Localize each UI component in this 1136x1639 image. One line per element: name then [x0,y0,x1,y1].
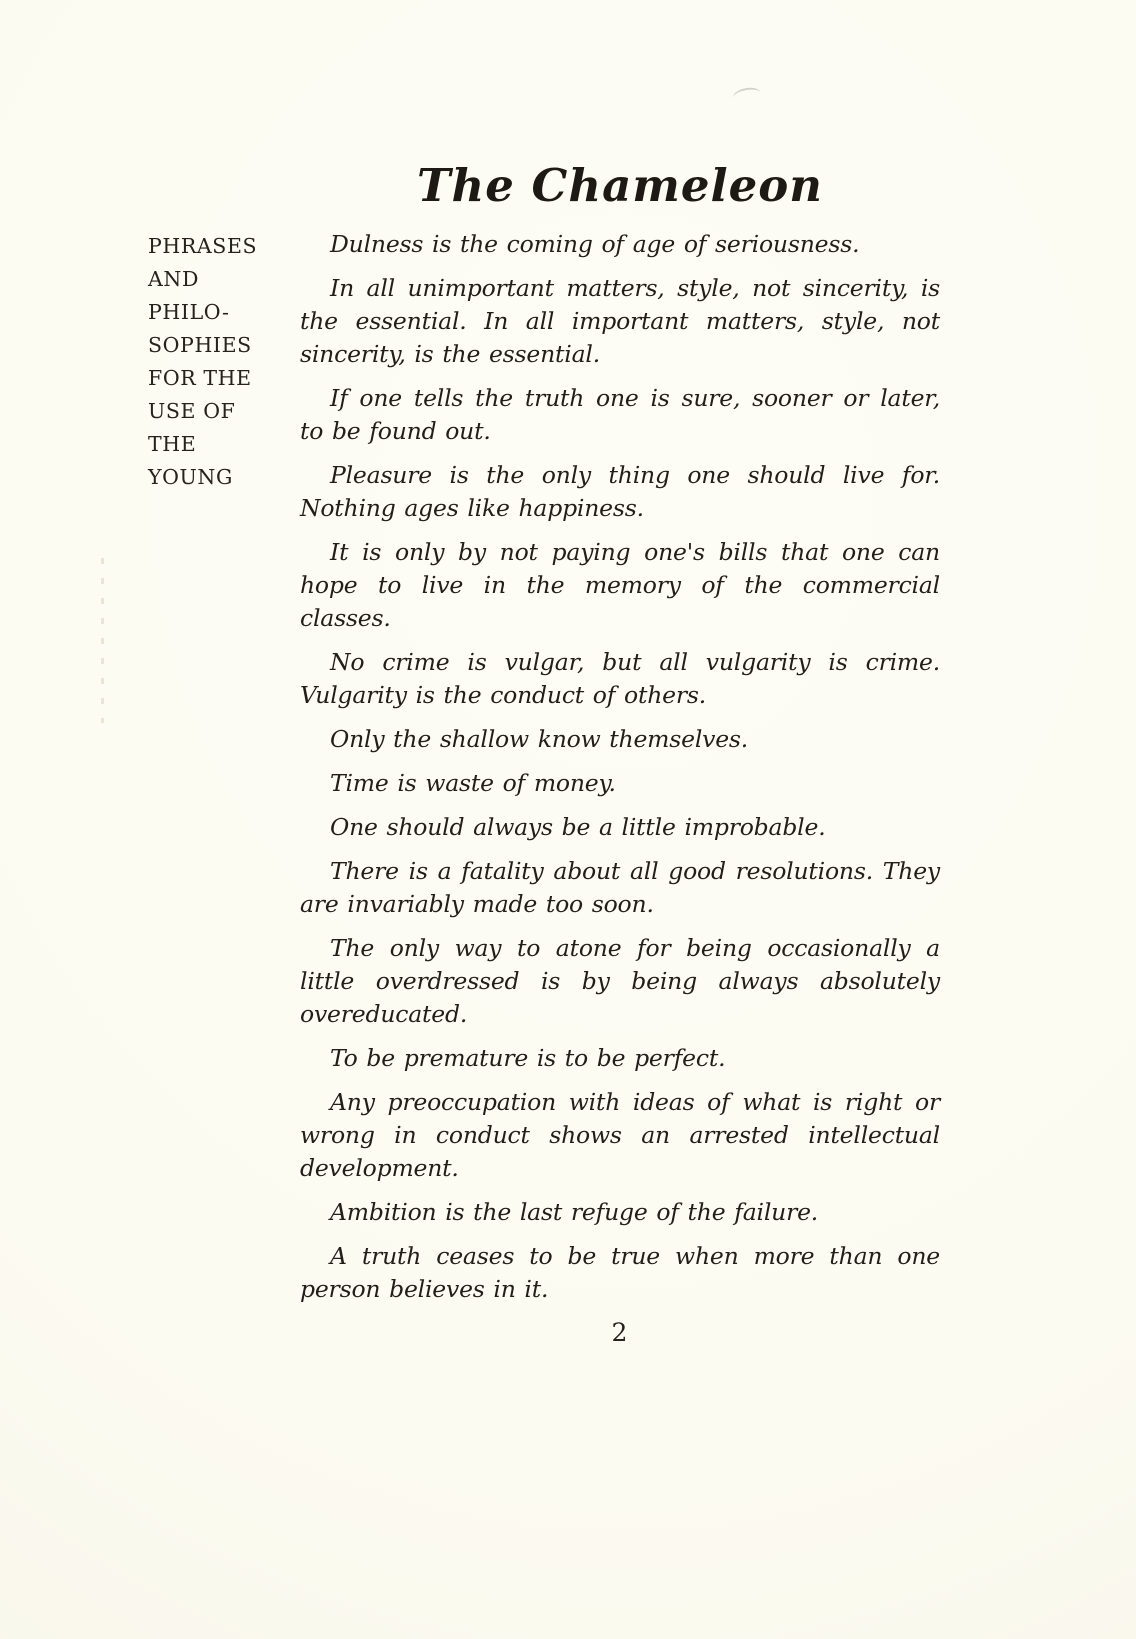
paper-crease-specks [101,558,104,723]
margin-heading-line: THE [148,431,197,456]
aphorism-paragraph: The only way to atone for being occasionally a little overdressed is by being always absolutely overeducated. [300,933,940,1028]
aphorism-paragraph: There is a fatality about all good resolutions. They are invariably made too soon. [300,856,940,918]
aphorism-paragraph: If one tells the truth one is sure, sooner or later, to be found out. [300,383,940,445]
aphorism-paragraph: Pleasure is the only thing one should live for. Nothing ages like happiness. [300,460,940,522]
aphorism-paragraph: In all unimportant matters, style, not sincerity, is the essential. In all important matters, style, not sincerity, is the essential. [300,273,940,368]
aphorism-paragraph: Only the shallow know themselves. [330,724,749,753]
margin-heading-line: YOUNG [148,464,233,489]
margin-heading-line: PHILO- [148,299,230,324]
text-column [300,228,940,1347]
aphorism-paragraph: To be premature is to be perfect. [330,1043,726,1072]
page-title: The Chameleon [417,159,823,212]
margin-heading-line: AND [148,266,199,291]
aphorism-paragraph: One should always be a little improbable. [330,812,826,841]
margin-heading [148,228,300,494]
margin-heading-line: PHRASES [148,233,258,258]
margin-heading-line: SOPHIES [148,332,252,357]
aphorism-paragraph: Any preoccupation with ideas of what is right or wrong in conduct shows an arrested intellectual development. [300,1087,940,1182]
aphorism-paragraph: No crime is vulgar, but all vulgarity is crime. Vulgarity is the conduct of others. [300,647,940,709]
aphorism-paragraph: A truth ceases to be true when more than one person believes in it. [300,1241,940,1303]
two-column-layout [148,228,943,1347]
aphorism-list [300,228,940,1306]
page-content [148,160,943,1347]
aphorism-paragraph: It is only by not paying one's bills that one can hope to live in the memory of the commercial classes. [300,537,940,632]
aphorism-paragraph: Ambition is the last refuge of the failure. [330,1197,819,1226]
margin-heading-line: FOR THE [148,365,252,390]
scan-smudge-mark [732,86,762,106]
page-number: 2 [611,1317,629,1347]
margin-heading-line: USE OF [148,398,236,423]
aphorism-paragraph: Dulness is the coming of age of seriousness. [330,229,860,258]
aphorism-paragraph: Time is waste of money. [330,768,616,797]
